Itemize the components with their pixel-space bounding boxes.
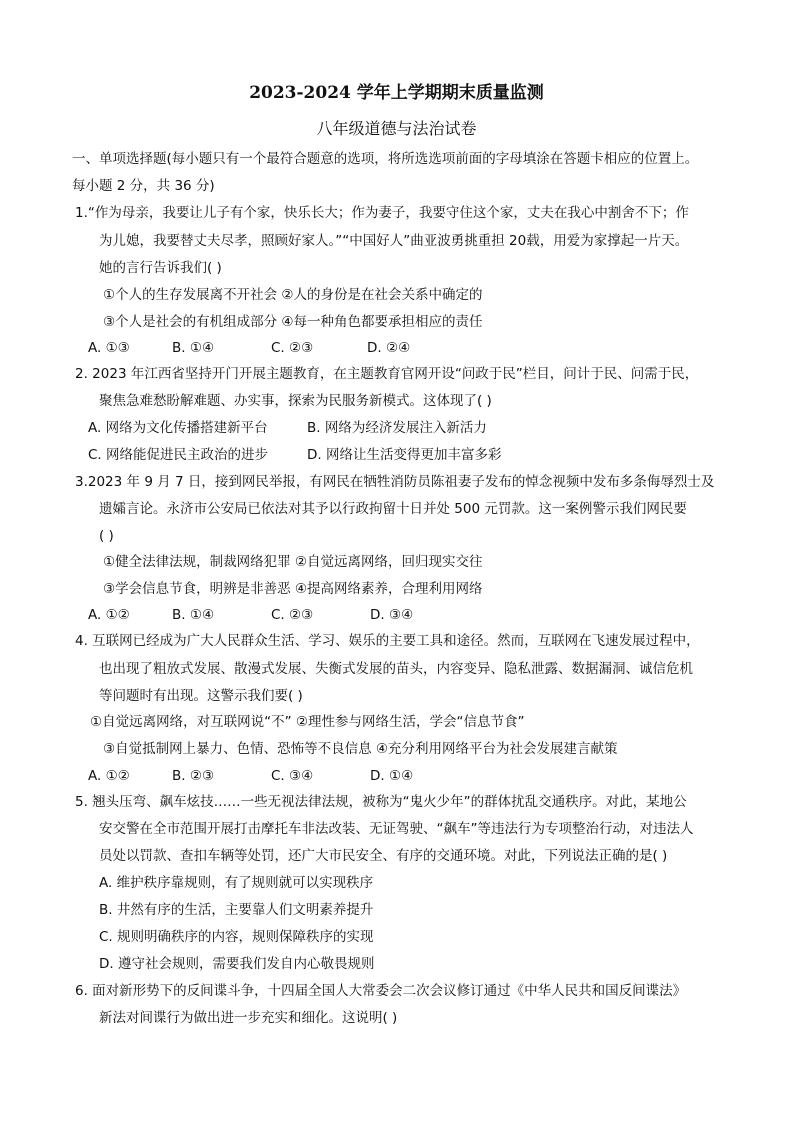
question-1-text: 1.“作为母亲，我要让儿子有个家，快乐长大；作为妻子，我要守住这个家，丈夫在我心中割舍不下；作: [75, 205, 689, 221]
question-3-text: 3.2023 年 9 月 7 日，接到网民举报，有网民在牺牲消防员陈祖妻子发布的悼念视频中发布多条侮辱烈士及: [75, 474, 715, 490]
exam-title: 2023-2024 学年上学期期末质量监测: [249, 83, 544, 103]
question-4-text: 4. 互联网已经成为广大人民群众生活、学习、娱乐的主要工具和途径。然而，互联网在飞速发展过程中，: [75, 633, 700, 649]
section-heading: 一、单项选择题(每小题只有一个最符合题意的选项，将所选选项前面的字母填涂在答题卡相应的位置上。: [72, 151, 699, 167]
question-1-option-c: C. ②③: [271, 340, 314, 356]
question-6-text: 6. 面对新形势下的反间谍斗争，十四届全国人大常委会二次会议修订通过《中华人民共和国反间谍法》: [75, 983, 687, 999]
question-5-option-c: C. 规则明确秩序的内容，规则保障秩序的实现: [99, 929, 374, 945]
question-4-option-b: B. ②③: [172, 768, 215, 784]
question-2-text: 聚焦急难愁盼解难题、办实事，探索为民服务新模式。这体现了( ): [99, 393, 492, 409]
question-2-option-c: C. 网络能促进民主政治的进步: [88, 447, 269, 463]
question-4-statement: ①自觉远离网络，对互联网说“不” ②理性参与网络生活，学会“信息节食”: [90, 714, 525, 730]
question-1-text: 为儿媳，我要替丈夫尽孝，照顾好家人。”“中国好人”曲亚波勇挑重担 20载，用爱为家撑起一片天。: [99, 233, 689, 249]
question-3-text: ( ): [99, 528, 114, 544]
question-4-text: 等问题时有出现。这警示我们要( ): [99, 688, 303, 704]
question-2-option-a: A. 网络为文化传播搭建新平台: [88, 420, 268, 436]
question-1-option-b: B. ①④: [172, 340, 215, 356]
question-3-option-c: C. ②③: [271, 607, 314, 623]
question-5-text: 安交警在全市范围开展打击摩托车非法改装、无证驾驶、“飙车”等违法行为专项整治行动，对违法人: [99, 821, 694, 837]
question-2-option-b: B. 网络为经济发展注入新活力: [307, 420, 487, 436]
question-2-option-d: D. 网络让生活变得更加丰富多彩: [307, 447, 502, 463]
question-4-statement: ③自觉抵制网上暴力、色情、恐怖等不良信息 ④充分利用网络平台为社会发展建言献策: [103, 741, 618, 757]
question-3-text: 遗孀言论。永济市公安局已依法对其予以行政拘留十日并处 500 元罚款。这一案例警示我们网民要: [99, 501, 687, 517]
question-1-option-d: D. ②④: [367, 340, 411, 356]
question-1-option-a: A. ①③: [88, 340, 130, 356]
question-1-statement: ①个人的生存发展离不开社会 ②人的身份是在社会关系中确定的: [103, 287, 483, 303]
exam-subtitle: 八年级道德与法治试卷: [316, 119, 477, 138]
question-4-text: 也出现了粗放式发展、散漫式发展、失衡式发展的苗头，内容变异、隐私泄露、数据漏洞、诚信危机: [99, 661, 693, 677]
question-3-option-d: D. ③④: [370, 607, 414, 623]
section-heading-cont: 每小题 2 分，共 36 分): [72, 178, 215, 194]
question-5-option-a: A. 维护秩序靠规则，有了规则就可以实现秩序: [99, 875, 374, 891]
question-1-statement: ③个人是社会的有机组成部分 ④每一种角色都要承担相应的责任: [103, 314, 483, 330]
question-1-text: 她的言行告诉我们( ): [99, 260, 222, 276]
question-3-option-b: B. ①④: [172, 607, 215, 623]
question-4-option-a: A. ①②: [88, 768, 130, 784]
question-5-option-b: B. 井然有序的生活，主要靠人们文明素养提升: [99, 902, 374, 918]
question-5-option-d: D. 遵守社会规则，需要我们发自内心敬畏规则: [99, 956, 375, 972]
question-6-text: 新法对间谍行为做出进一步充实和细化。这说明( ): [99, 1010, 398, 1026]
question-3-statement: ①健全法律法规，制裁网络犯罪 ②自觉远离网络，回归现实交往: [103, 554, 483, 570]
question-5-text: 员处以罚款、查扣车辆等处罚，还广大市民安全、有序的交通环境。对此，下列说法正确的是( ): [99, 848, 668, 864]
question-4-option-d: D. ①④: [370, 768, 414, 784]
question-5-text: 5. 翘头压弯、飙车炫技……一些无视法律法规，被称为“鬼火少年”的群体扰乱交通秩序。对此，某地公: [75, 794, 687, 810]
question-3-option-a: A. ①②: [88, 607, 130, 623]
question-2-text: 2. 2023 年江西省坚持开门开展主题教育，在主题教育官网开设“问政于民”栏目，问计于民、问需于民，: [75, 366, 699, 382]
question-4-option-c: C. ③④: [271, 768, 314, 784]
question-3-statement: ③学会信息节食，明辨是非善恶 ④提高网络素养，合理利用网络: [103, 581, 483, 597]
